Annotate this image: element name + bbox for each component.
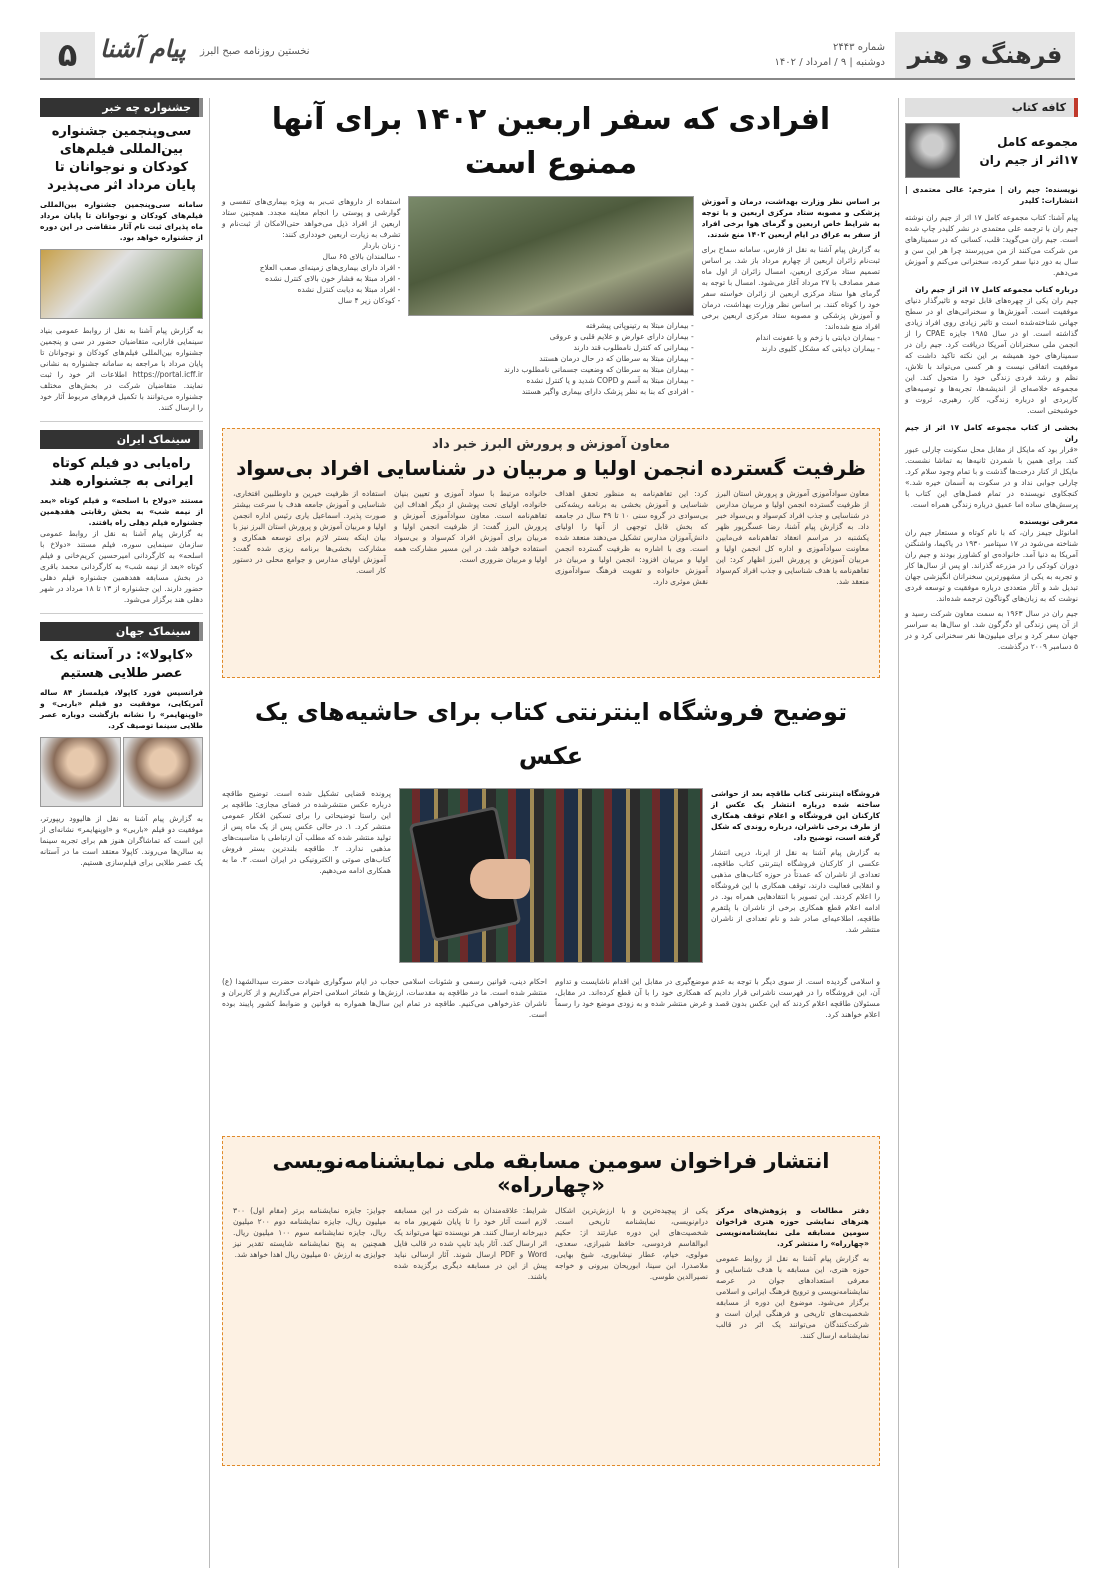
literacy-box (222, 428, 880, 678)
section-tag: کافه کتاب (905, 98, 1078, 117)
taghcheh-body-2: و اسلامی گردیده است. از سوی دیگر با توجه به عدم موضع‌گیری در مقابل این اقدام ناشایست و تداوم آن، این فروشگاه را در فهرست ناشرانی قرار دادیم که همکاری خود را با آن قطع کرده‌اند. در مقابل، مسئولان طاقچه اعلام کردند که این عکس بدون قصد و غرض منتشر شده و به زودی موضع خود را رسماً اعلام خواهند کرد. (555, 977, 880, 1019)
book-byline: نویسنده: جیم ران | مترجم: عالی معتمدی | انتشارات: کلیدر (905, 185, 1078, 205)
taghcheh-bottom (222, 976, 880, 1126)
arbaeen-body-2: - بیماران مبتلا به رتینوپاتی پیشرفته - بیماران دارای عوارض و علایم قلبی و عروقی - بیمارانی که کنترل نامطلوب قند دارند - بیماران مبتلا به سرطان که در حال درمان هستند - بیماران مبتلا به سرطان که وضعیت جسمانی نامطلوب دارند - بیماران مبتلا به آسم و COPD شدید و یا کنترل نشده - افرادی که بنا به نظر پزشک دارای بیماری واگیر هستند (503, 321, 694, 396)
taghcheh-top (222, 788, 880, 968)
world-cinema-lead: فرانسیس فورد کاپولا، فیلمساز ۸۴ ساله آمریکایی، موفقیت دو فیلم «باربی» و «اوپنهایمر» را نشانه بازگشت دوباره عصر طلایی سینما توصیف کرد. (40, 688, 203, 730)
arbaeen-body-1: به گزارش پیام آشنا به نقل از فارس، سامانه سماح برای ثبت‌نام زائران اربعین از چهارم مرداد باز شد. بر اساس تصمیم ستاد مرکزی اربعین، امسال زائران از اول ماه صفر مصادف با ۲۷ مرداد آغاز می‌شود. امسال با توجه به گرمای هوا ستاد مرکزی اربعین از زائران خواسته سفر خود را کوتاه کنند. بر اساس نظر وزارت بهداشت، درمان و آموزش پزشکی و مصوبه ستاد مرکزی اربعین برخی افراد منع شده‌اند: - بیماران دیابتی با زخم و یا عفونت اندام - بیماران دیابتی که مشکل کلیوی دارند (701, 245, 880, 353)
arbaeen-body-3: استفاده از داروهای تب‌بر به ویژه بیماری‌های تنفسی و گوارشی و پوستی را انجام معاینه مجدد. همچنین ستاد اربعین از افراد ذیل می‌خواهد حتی‌الامکان از ثبت‌نام و تشرف به زیارت اربعین خودداری کنند: - زنان باردار - سالمندان بالای ۶۵ سال - افراد دارای بیماری‌های زمینه‌ای صعب العلاج - افراد مبتلا به فشار خون بالای کنترل نشده - افراد مبتلا به دیابت کنترل نشده - کودکان زیر ۴ سال (222, 197, 401, 305)
book-author-bio: امانوئل جیمز ران، که با نام کوتاه و مستعار جیم ران شناخته می‌شود در ۱۷ سپتامبر ۱۹۳۰ در یاکیما، واشنگتن آمریکا به دنیا آمد. خانواده‌ی او کشاورز بودند و جیم ران دوران کودکی را در مزرعه گذراند. او پس از سال‌ها کار و تجربه به یکی از مشهورترین سخنرانان انگیزشی جهان تبدیل شد و آثار متعددی درباره موفقیت و توسعه فردی نوشت که به زبان‌های گوناگون ترجمه شده‌اند. (905, 528, 1078, 603)
taghcheh-body-4: پرونده قضایی تشکیل شده است. توضیح طاقچه درباره عکس منتشرشده در فضای مجازی: طاقچه بر این راستا توضیحاتی را برای تسکین افکار عمومی منتشر کرد. ۱. در حالی عکس پس از یک ماه پس از تولید منتشر شده که مطلب آن ارتباطی با مناسبت‌های مذهبی ندارد. ۲. طاقچه بلند‌ترین بستر فروش کتاب‌های صوتی و الکترونیکی در ایران است. ۳. ما به همکاری ادامه می‌دهیم. (221, 789, 391, 875)
section-title: فرهنگ و هنر (895, 32, 1075, 78)
page-number: ۵ (40, 32, 95, 78)
chaharrah-col-3: شرایط: علاقه‌مندان به شرکت در این مسابقه لازم است آثار خود را تا پایان شهریور ماه به دبیرخانه ارسال کنند. هر نویسنده تنها می‌تواند یک اثر ارسال کند. آثار باید تایپ شده در قالب فایل Word و PDF ارسال شوند. آثار ارسالی نباید پیش از این در مسابقه دیگری برگزیده شده باشند. (394, 1206, 548, 1281)
newspaper-logo: پیام آشنا (100, 34, 186, 63)
book-subhead-author: معرفی نویسنده (1019, 517, 1078, 526)
chaharrah-headline: انتشار فراخوان سومین مسابقه ملی نمایشنامه‌نویسی «چهارراه» (272, 1149, 830, 1197)
book-subhead-about: درباره کتاب مجموعه کامل ۱۷ اثر از جیم ران (915, 285, 1078, 294)
book-headline: مجموعه کامل ۱۷اثر از جیم ران (979, 134, 1078, 167)
festival-tag: جشنواره چه خبر (40, 98, 203, 117)
masthead (40, 32, 1075, 80)
book-excerpt: «قرار بود که مایکل از مقابل محل سکونت چارلی عبور کند. برای همین با شمردن ثانیه‌ها به تماشا نشست. مایکل از کنار درخت‌ها گذشت و با تمام وجود سلام کرد. چارلی جوابی نداد و در سکوت به آسمان خیره شد.» کنجکاوی نویسنده در تمام فصل‌های این کتاب با پرسش‌های ساده اما عمیق درباره زندگی همراه است. (905, 445, 1078, 509)
literacy-headline: ظرفیت گسترده انجمن اولیا و مربیان در شناسایی افراد بی‌سواد (236, 456, 866, 480)
literacy-col-2: کرد: این تفاهم‌نامه به منظور تحقق اهداف شناسایی و آموزش بخشی به برنامه ریشه‌کنی بی‌سوادی در گروه سنی ۱۰ تا ۴۹ سال در جامعه که بخش قابل توجهی از آنها را اولیای دانش‌آموزان مدارس تشکیل می‌دهند منعقد شده است. وی با اشاره به ظرفیت گسترده انجمن اولیا و مربیان افزود: انجمن اولیا و مربیان در آموزش خانواده و تقویت فرهنگ سوادآموزی نقش موثری دارد. (555, 489, 708, 586)
chaharrah-col-2: یکی از پیچیده‌ترین و با ارزش‌ترین اشکال درام‌نویسی، نمایشنامه تاریخی است. شخصیت‌های این دوره عبارتند از: حکیم ابوالقاسم فردوسی، حافظ شیرازی، سعدی، مولوی، خیام، عطار نیشابوری، شیخ بهایی، ملاصدرا، ابن سینا، ابوریحان بیرونی و خواجه نصیرالدین طوسی. (555, 1206, 708, 1281)
literacy-col-3: خانواده مرتبط با سواد آموزی و تعیین بنیان خانواده، اولیای تحت پوشش از دیگر اهداف این تفاهم‌نامه است. معاون سوادآموزی آموزش و پرورش البرز گفت: از ظرفیت انجمن اولیا و مربیان برای آموزش افراد کم‌سواد و بی‌سواد استفاده خواهد شد. در این مسیر مشارکت همه اولیا و مربیان ضروری است. (394, 489, 547, 564)
chaharrah-col-4: جوایز: جایزه نمایشنامه برتر (مقام اول) ۳۰۰ میلیون ریال، جایزه نمایشنامه دوم ۲۰۰ میلیون ریال، جایزه نمایشنامه سوم ۱۰۰ میلیون ریال. همچنین به پنج نمایشنامه شایسته تقدیر نیز جوایزی به ارزش ۵۰ میلیون ریال اهدا خواهد شد. (233, 1206, 386, 1259)
tagline: نخستین روزنامه صبح البرز (200, 46, 310, 57)
book-intro: پیام آشنا: کتاب مجموعه کامل ۱۷ اثر از جیم ران نوشته جیم ران با ترجمه علی معتمدی در نشر کلیدر چاپ شده است. جیم ران می‌گوید: قلب، کسانی که در سمینارهای من شرکت می‌کنند از من می‌پرسند چرا هر این سن و سال به دور دنیا سفر کرده، سخنرانی می‌کنم و آموزش می‌دهم. (905, 213, 1078, 277)
world-cinema-tag: سینماک جهان (40, 622, 203, 641)
author-photo (905, 123, 960, 178)
literacy-col-4: استفاده از ظرفیت خیرین و داوطلبین افتخاری، شناسایی و آموزش جامعه هدف با سرعت بیشتر صورت پذیرد. اسماعیل یاری رئیس اداره انجمن اولیا و مربیان آموزش و پرورش استان البرز نیز با بیان اینکه بستر لازم برای توسعه همکاری و مشارکت بخشی‌ها برنامه ریزی شده گفت: آموزش اولیای مدارس و جوامع محلی در دستور کار است. (233, 489, 386, 575)
arbaeen-article (222, 196, 880, 416)
chaharrah-col-1: به گزارش پیام آشنا به نقل از روابط عمومی حوزه هنری، این مسابقه با هدف شناسایی و معرفی استعدادهای جوان در عرصه نمایشنامه‌نویسی و ترویج فرهنگ ایرانی و اسلامی برگزار می‌شود. موضوع این دوره از مسابقه شخصیت‌های تاریخی و فرهنگی ایران است و شرکت‌کنندگان می‌توانند یک اثر در قالب نمایشنامه ارسال کنند. (716, 1254, 869, 1340)
taghcheh-body-1: به گزارش پیام آشنا به نقل از ایرنا، درپی انتشار عکسی از کارکنان فروشگاه اینترنتی کتاب طاقچه، تعدادی از ناشران که عمدتاً در حوزه کتاب‌های مذهبی و انقلابی فعالیت دارند، توقف همکاری با این فروشگاه را اعلام کردند. این تصویر با انتقادهایی همراه بود. در ادامه اعلام قطع همکاری برخی از ناشران با پلتفرم طاقچه، اطلاعیه‌ای صادر شد و نام تعدادی از ناشران منتشر شد. (711, 848, 880, 934)
taghcheh-headline: توضیح فروشگاه اینترنتی کتاب برای حاشیه‌های یک عکس (254, 698, 848, 770)
taghcheh-lead: فروشگاه اینترنتی کتاب طاقچه بعد از حواشی ساخته شده درباره انتشار یک عکس از کارکنان این فروشگاه و اعلام توقف همکاری از طرف برخی ناشران، درباره روندی که شکل گرفته است، توضیح داد. (711, 789, 880, 842)
book-subhead-excerpt: بخشی از کتاب مجموعه کامل ۱۷ اثر از جیم ران (905, 423, 1078, 443)
world-cinema-photo (40, 737, 203, 807)
book-header (905, 123, 1078, 178)
arbaeen-photo (408, 196, 693, 316)
issue-info (775, 40, 885, 70)
main-content (222, 98, 880, 1568)
issue-number: شماره ۲۴۴۳ (833, 42, 885, 53)
left-column (40, 98, 210, 1568)
iran-cinema-tag: سینماک ایران (40, 430, 203, 449)
iran-cinema-body: به گزارش پیام آشنا به نقل از روابط عمومی سازمان سینمایی سوره، فیلم مستند «دولاخ با اسلحه» به کارگردانی امیرحسین کریم‌خانی و فیلم کوتاه «بعد از نیمه شب» به کارگردانی محمد باقری در بخش مسابقه هفدهمین جشنواره فیلم دهلی حضور دارند. این جشنواره از ۱۳ تا ۱۸ مرداد در شهر دهلی هند برگزار می‌شود. (40, 529, 203, 604)
iran-cinema-headline: راه‌یابی دو فیلم کوتاه ایرانی به جشنواره هند (49, 456, 194, 489)
chaharrah-box (222, 1136, 880, 1466)
world-cinema-body: به گزارش پیام آشنا به نقل از هالیوود ریپورتر، موفقیت دو فیلم «باربی» و «اوپنهایمر» نشانه‌ای از این است که تماشاگران هنوز هم برای تجربه سینما به سالن‌ها می‌روند. کاپولا معتقد است ما در آستانه یک عصر طلایی برای فیلم‌سازی هستیم. (40, 814, 203, 867)
taghcheh-body-3: احکام دینی، قوانین رسمی و شئونات اسلامی حجاب در ایام سوگواری شهادت حضرت سیدالشهدا (ع) منتشر شده است. ما در طاقچه به مقدسات، ارزش‌ها و شعائر اسلامی احترام می‌گذاریم و از کاربران و ناشران عذرخواهی می‌کنیم. طاقچه در تمام این سال‌ها همواره به قوانین و ضوابط کشور پایبند بوده است. (222, 977, 547, 1019)
book-author-bio-2: جیم ران در سال ۱۹۶۳ به سمت معاون شرکت رسید و از آن پس زندگی او دگرگون شد. او سال‌ها به سراسر جهان سفر کرد و برای میلیون‌ها نفر سخنرانی کرد و در ۵ دسامبر ۲۰۰۹ درگذشت. (905, 609, 1078, 651)
taghcheh-photo (399, 788, 703, 963)
iran-cinema-lead: مستند «دولاخ با اسلحه» و فیلم کوتاه «بعد از نیمه شب» به بخش رقابتی هفدهمین جشنواره فیلم دهلی راه یافتند. (40, 496, 203, 527)
literacy-col-1: معاون سوادآموزی آموزش و پرورش استان البرز از ظرفیت گسترده انجمن اولیا و مربیان مدارس در شناسایی و جذب افراد کم‌سواد و بی‌سواد خبر داد. به گزارش پیام آشنا، رضا عسگرپور ظهر یکشنبه در مراسم انعقاد تفاهم‌نامه فی‌مابین معاونت سوادآموزی و اداره کل انجمن اولیا و مربیان آموزش و پرورش البرز اظهار کرد: این تفاهم‌نامه با هدف شناسایی و جذب افراد کم‌سواد منعقد شد. (716, 489, 869, 586)
arbaeen-headline: افرادی که سفر اربعین ۱۴۰۲ برای آنها ممنوع است (271, 102, 831, 181)
chaharrah-lead: دفتر مطالعات و پژوهش‌های مرکز هنرهای نمایشی حوزه هنری فراخوان سومین مسابقه ملی نمایشنامه‌نویسی «چهارراه» را منتشر کرد. (716, 1206, 869, 1248)
festival-headline: سی‌وپنجمین جشنواره بین‌المللی فیلم‌های کودکان و نوجوانان تا پایان مرداد اثر می‌پذیرد (47, 124, 196, 193)
issue-date: دوشنبه | ۹ / امرداد / ۱۴۰۲ (774, 57, 885, 68)
book-about: جیم ران یکی از چهره‌های قابل توجه و تاثیرگذار دنیای موفقیت است. آموزش‌ها و سخنرانی‌های او در سطح جهانی شناخته‌شده است و تاثیر زیادی روی افراد زیادی گذاشته است. او در سال ۱۹۸۵ جایزه CPAE را از انجمن ملی سخنرانان آمریکا دریافت کرد. جیم ران در سمینارهای خود همیشه بر این نکته تاکید داشت که موفقیت اتفاقی نیست و هر کسی می‌تواند با تلاش، نظم و رشد فردی زندگی خود را متحول کند. این مجموعه خلاصه‌ای از اندیشه‌ها، تجربه‌ها و توصیه‌های کاربردی او درباره زندگی، کار، رهبری، ثروت و خوشبختی است. (905, 296, 1078, 415)
literacy-kicker: معاون آموزش و پرورش البرز خبر داد (431, 437, 670, 452)
right-column (898, 98, 1078, 1568)
world-cinema-headline: «کاپولا»: در آستانه یک عصر طلایی هستیم (49, 648, 194, 681)
festival-photo (40, 249, 203, 319)
festival-body: به گزارش پیام آشنا به نقل از روابط عمومی بنیاد سینمایی فارابی، متقاضیان حضور در سی و پنجمین جشنواره بین‌المللی فیلم‌های کودکان و نوجوانان تا پایان مرداد با مراجعه به سامانه جشنواره به نشانی https://portal.icff.ir اطلاعات اثر خود را ثبت نمایند. متقاضیان شرکت در بخش‌های مختلف جشنواره می‌توانند با تکمیل فرم‌های مربوط آثار خود را ارسال کنند. (40, 326, 203, 412)
festival-lead: سامانه سی‌وپنجمین جشنواره بین‌المللی فیلم‌های کودکان و نوجوانان تا پایان مرداد ماه پذیرای ثبت نام آثار متقاضی در این دوره از جشنواره خواهد بود. (40, 200, 203, 242)
arbaeen-lead: بر اساس نظر وزارت بهداشت، درمان و آموزش پزشکی و مصوبه ستاد مرکزی اربعین و با توجه به شرایط خاص اربعین و گرمای هوا برخی افراد از سفر به عراق در ایام اربعین ۱۴۰۲ منع شدند. (701, 197, 880, 239)
